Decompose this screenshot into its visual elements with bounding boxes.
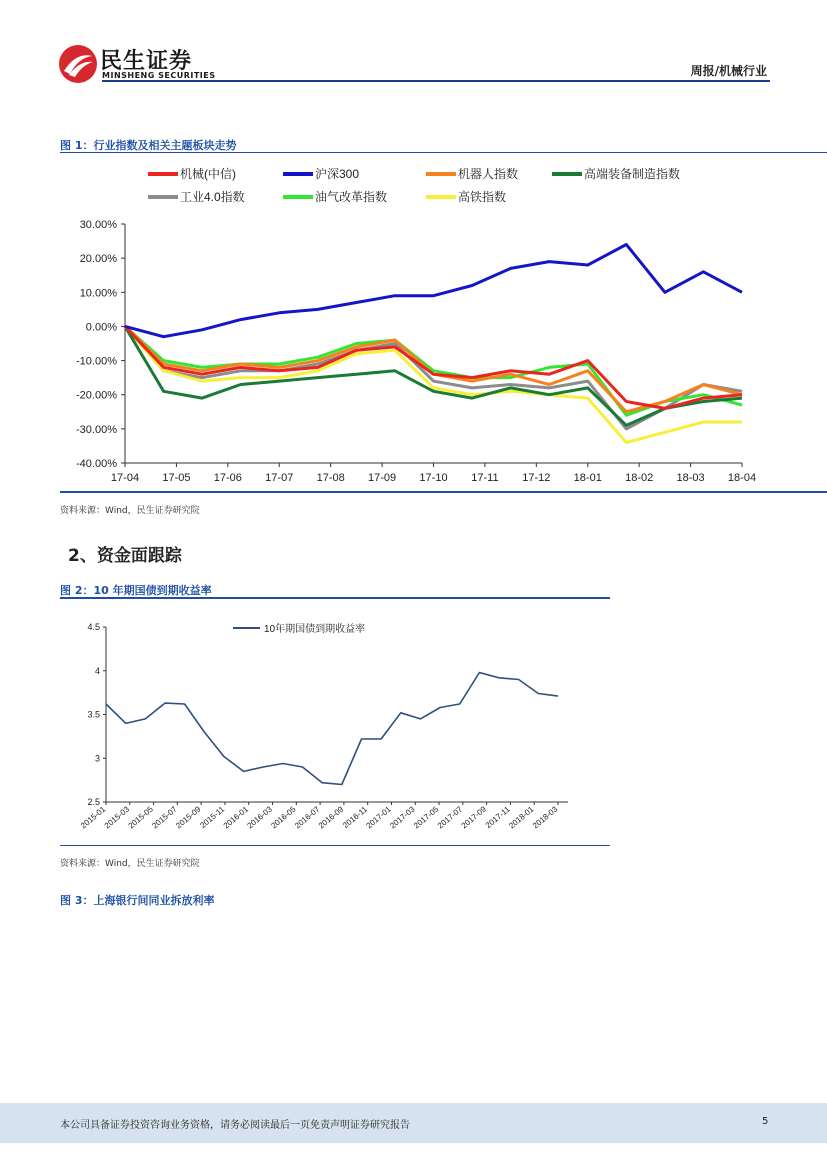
legend-swatch <box>552 172 582 176</box>
y-tick-label: -20.00% <box>76 389 117 402</box>
section-title: 2、资金面跟踪 <box>68 546 182 566</box>
x-tick-label: 18-04 <box>727 472 757 484</box>
x-tick-label: 2016-01 <box>221 804 251 831</box>
legend-swatch <box>283 172 313 176</box>
legend-label: 高端装备制造指数 <box>584 167 681 181</box>
x-tick-label: 2017-05 <box>412 804 441 831</box>
y-tick-label: 4.5 <box>87 622 100 632</box>
x-tick-label: 2017-01 <box>364 804 393 831</box>
legend-label: 机械(中信) <box>180 167 236 181</box>
legend-label: 油气改革指数 <box>315 190 388 204</box>
figure2-caption: 图 2：10 年期国债到期收益率 <box>60 584 212 597</box>
figure1-source: 资料来源：Wind，民生证券研究院 <box>60 506 200 516</box>
x-tick-label: 17-05 <box>162 472 191 484</box>
y-tick-label: 30.00% <box>79 219 117 231</box>
figure2-top-rule <box>60 597 610 599</box>
x-tick-label: 18-03 <box>676 472 705 484</box>
x-tick-label: 2015-09 <box>174 804 203 831</box>
logo-english-name: MINSHENG SECURITIES <box>102 71 216 80</box>
report-type-label: 周报/机械行业 <box>690 64 767 78</box>
x-tick-label: 2017-09 <box>459 804 488 831</box>
figure1-chart <box>60 160 827 490</box>
y-tick-label: 0.00% <box>85 321 117 334</box>
y-tick-label: 10.00% <box>79 287 117 300</box>
legend-swatch <box>426 195 456 199</box>
x-tick-label: 2016-11 <box>341 804 369 831</box>
series-line <box>125 326 742 429</box>
x-tick-label: 2018-01 <box>507 804 536 831</box>
x-tick-label: 2015-01 <box>79 804 108 831</box>
y-tick-label: 4 <box>94 665 100 676</box>
x-tick-label: 2017-11 <box>483 804 512 831</box>
x-tick-label: 2015-07 <box>150 804 179 831</box>
x-tick-label: 18-01 <box>573 472 602 484</box>
logo-chinese-name: 民生证券 <box>100 49 193 74</box>
minsheng-logo-icon <box>58 44 98 84</box>
legend-label: 10年期国债到期收益率 <box>264 624 366 635</box>
figure3-caption: 图 3：上海银行间同业拆放利率 <box>60 894 215 907</box>
x-tick-label: 2015-11 <box>198 804 227 831</box>
figure2-chart <box>60 612 610 842</box>
y-tick-label: 20.00% <box>79 253 117 266</box>
series-line <box>106 673 558 785</box>
figure1-bottom-rule <box>60 491 827 493</box>
x-tick-label: 2017-03 <box>388 804 417 831</box>
x-tick-label: 2015-05 <box>126 804 155 831</box>
x-tick-label: 2016-09 <box>316 804 346 831</box>
footer-disclaimer: 本公司具备证券投资咨询业务资格，请务必阅读最后一页免责声明证券研究报告 <box>60 1120 410 1131</box>
header-rule <box>102 80 770 82</box>
x-tick-label: 2015-03 <box>102 804 132 831</box>
figure2-bottom-rule <box>60 845 610 846</box>
x-tick-label: 2016-05 <box>269 804 298 831</box>
figure2-source: 资料来源：Wind，民生证券研究院 <box>60 859 200 869</box>
legend-swatch <box>148 195 178 199</box>
y-tick-label: 2.5 <box>87 797 100 807</box>
legend-swatch <box>148 172 178 176</box>
x-tick-label: 17-10 <box>419 472 448 484</box>
x-tick-label: 17-09 <box>368 472 397 484</box>
x-tick-label: 17-06 <box>213 472 242 484</box>
y-tick-label: -30.00% <box>76 423 117 436</box>
x-tick-label: 17-11 <box>471 472 499 484</box>
legend-label: 工业4.0指数 <box>180 190 245 204</box>
y-tick-label: 3 <box>94 753 100 764</box>
y-tick-label: -40.00% <box>76 458 117 470</box>
x-tick-label: 2018-03 <box>531 804 560 831</box>
figure1-top-rule <box>60 152 827 153</box>
page-number: 5 <box>762 1116 769 1127</box>
x-tick-label: 18-02 <box>625 472 654 484</box>
series-line <box>125 326 742 442</box>
x-tick-label: 17-07 <box>265 472 294 484</box>
x-tick-label: 2016-03 <box>245 804 274 831</box>
x-tick-label: 2017-07 <box>435 804 465 831</box>
x-tick-label: 17-12 <box>522 472 551 484</box>
x-tick-label: 17-04 <box>110 472 140 484</box>
series-line <box>125 245 742 337</box>
y-tick-label: -10.00% <box>76 355 117 368</box>
legend-label: 沪深300 <box>315 167 360 181</box>
y-tick-label: 3.5 <box>87 709 100 720</box>
legend-swatch <box>426 172 456 176</box>
figure1-caption: 图 1：行业指数及相关主题板块走势 <box>60 139 237 152</box>
legend-label: 高铁指数 <box>458 190 507 204</box>
x-tick-label: 2016-07 <box>293 804 322 831</box>
legend-swatch <box>283 195 313 199</box>
legend-label: 机器人指数 <box>458 167 519 181</box>
x-tick-label: 17-08 <box>316 472 345 484</box>
